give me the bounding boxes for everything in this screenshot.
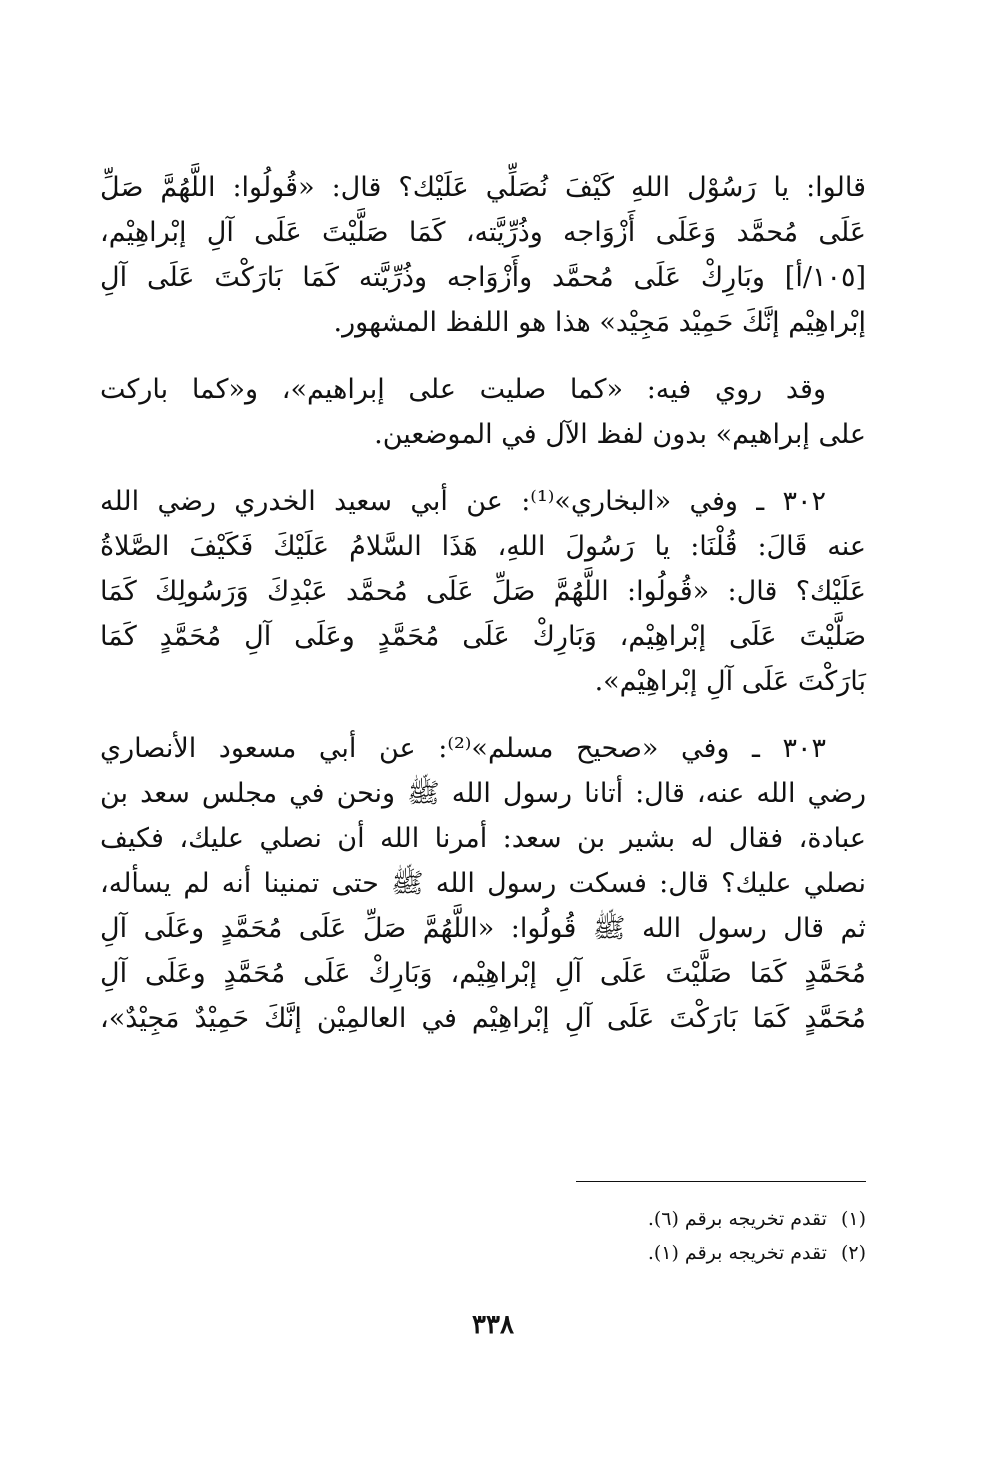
footnote-text: تقدم تخريجه برقم (١). xyxy=(647,1242,827,1264)
text-line: بَارَكْتَ عَلَى آلِ إبْراهِيْم». xyxy=(594,666,866,697)
text-line: وقد روي فيه: «كما صليت على إبراهيم»، و«كما باركت xyxy=(100,374,826,405)
text-line: مُحَمَّدٍ كَمَا صَلَّيْتَ عَلَى آلِ إبْراهِيْم، وَبَارِكْ عَلَى مُحَمَّدٍ وعَلَى آلِ xyxy=(100,958,866,989)
text-line: ٣٠٢ ـ وفي «البخاري»⁽¹⁾: عن أبي سعيد الخدري رضي الله xyxy=(100,486,826,517)
text-line: رضي الله عنه، قال: أتانا رسول الله ﷺ ونحن في مجلس سعد بن xyxy=(100,778,866,809)
footnote-1 xyxy=(500,1202,866,1236)
main-text xyxy=(100,165,866,1063)
text-line: قالوا: يا رَسُوْل اللهِ كَيْفَ نُصَلِّي عَلَيْك؟ قال: «قُولُوا: اللَّهُمَّ صَلِّ xyxy=(100,172,866,203)
footnote-mark: (١) xyxy=(840,1208,866,1230)
text-line: عَلَى مُحمَّد وَعَلَى أَزْوَاجه وذُرِّيَّته، كَمَا صَلَّيْتَ عَلَى آلِ إبْراهِيْم، xyxy=(100,217,866,248)
paragraph-2 xyxy=(100,367,866,457)
footnote-separator xyxy=(576,1181,866,1182)
text-line: ثم قال رسول الله ﷺ قُولُوا: «اللَّهُمَّ صَلِّ عَلَى مُحَمَّدٍ وعَلَى آلِ xyxy=(100,913,866,944)
hadith-302 xyxy=(100,479,866,704)
text-line: مُحَمَّدٍ كَمَا بَارَكْتَ عَلَى آلِ إبْراهِيْم في العالمِيْن إنَّكَ حَمِيْدٌ مَجِيْدٌ»، xyxy=(100,1003,866,1034)
text-line: ٣٠٣ ـ وفي «صحيح مسلم»⁽²⁾: عن أبي مسعود الأنصاري xyxy=(100,733,827,764)
text-line: على إبراهيم» بدون لفظ الآل في الموضعين. xyxy=(374,419,866,450)
page-number: ٣٣٨ xyxy=(472,1310,514,1340)
hadith-303 xyxy=(100,726,866,1041)
text-line: [١٠٥/أ] وبَارِكْ عَلَى مُحمَّد وأَزْوَاجه وذُرِّيَّته كَمَا بَارَكْتَ عَلَى آلِ xyxy=(100,262,866,293)
footnote-2 xyxy=(500,1236,866,1270)
text-line: عَلَيْك؟ قال: «قُولُوا: اللَّهُمَّ صَلِّ عَلَى مُحمَّد عَبْدِكَ وَرَسُولِكَ كَمَا xyxy=(100,576,866,607)
text-line: صَلَّيْتَ عَلَى إبْراهِيْم، وَبَارِكْ عَلَى مُحَمَّدٍ وعَلَى آلِ مُحَمَّدٍ كَمَا xyxy=(100,621,866,652)
footnote-mark: (٢) xyxy=(840,1242,866,1264)
footnotes xyxy=(500,1202,866,1270)
paragraph-1 xyxy=(100,165,866,345)
text-line: عنه قَالَ: قُلْنَا: يا رَسُولَ اللهِ، هَذَا السَّلامُ عَلَيْكَ فَكَيْفَ الصَّلاةُ xyxy=(100,531,866,562)
text-line: عبادة، فقال له بشير بن سعد: أمرنا الله أن نصلي عليك، فكيف xyxy=(100,823,866,854)
footnote-text: تقدم تخريجه برقم (٦). xyxy=(647,1208,827,1230)
text-line: إبْراهِيْم إنَّكَ حَمِيْد مَجِيْد» هذا هو اللفظ المشهور. xyxy=(333,307,866,338)
text-line: نصلي عليك؟ قال: فسكت رسول الله ﷺ حتى تمنينا أنه لم يسأله، xyxy=(100,868,866,899)
